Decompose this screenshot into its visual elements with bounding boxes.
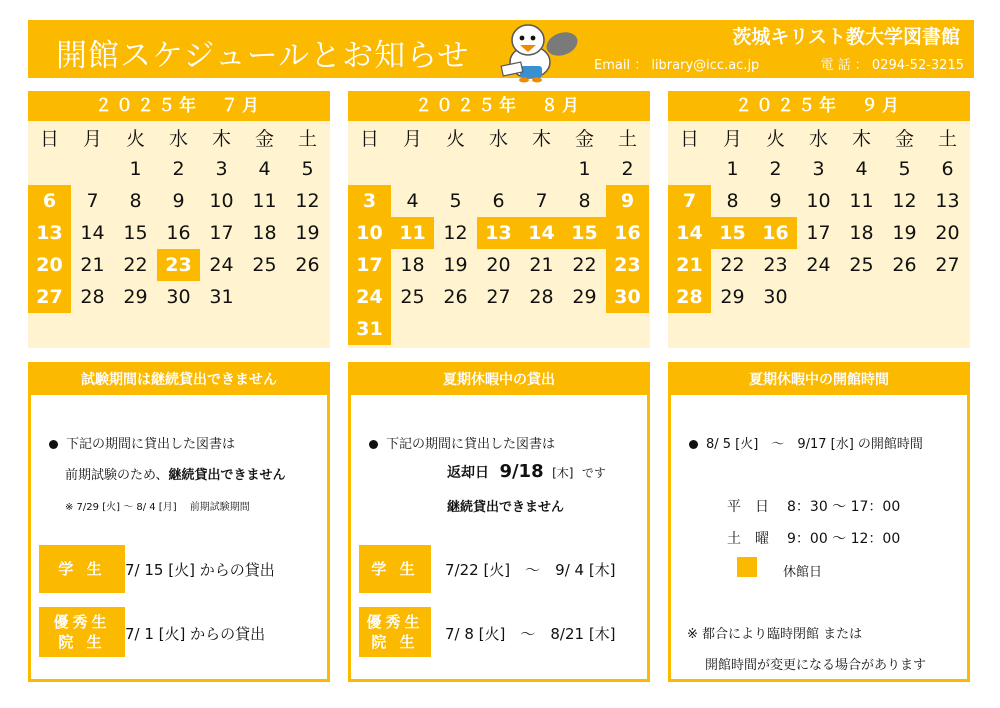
saturday-hours: 土 曜 9：00 ～ 12：00: [727, 531, 901, 547]
closed-day-cell: 15: [563, 217, 606, 249]
day-cell: 29: [123, 286, 148, 308]
day-cell: 31: [209, 286, 234, 308]
empty-cell: [391, 153, 434, 185]
weekday-header: 日: [359, 127, 379, 150]
empty-cell: [71, 153, 114, 185]
day-cell: 26: [295, 254, 320, 276]
day-cell: 22: [572, 254, 597, 276]
day-cell: 6: [941, 158, 954, 180]
day-cell: 25: [849, 254, 874, 276]
bullet-icon: [689, 440, 698, 449]
closed-day-cell: 23: [157, 249, 200, 281]
closed-day-cell: 17: [348, 249, 391, 281]
weekday-hours: 平 日 8：30 ～ 17：00: [727, 499, 901, 515]
day-cell: 25: [400, 286, 425, 308]
honor-loan-date: 7/ 1 [火] からの貸出: [125, 625, 266, 643]
calendar-title: ２０２５年 ７月: [28, 91, 330, 121]
student-loan-date: 7/ 15 [火] からの貸出: [125, 561, 275, 579]
closed-day-cell: 3: [348, 185, 391, 217]
closed-day-legend-swatch: [737, 557, 757, 577]
day-cell: 29: [572, 286, 597, 308]
day-cell: 18: [400, 254, 425, 276]
day-cell: 10: [209, 190, 234, 212]
weekday-header: 金: [254, 127, 274, 150]
empty-cell: [477, 153, 520, 185]
closed-day-cell: 28: [668, 281, 711, 313]
weekday-header: 月: [722, 127, 742, 150]
day-cell: 22: [123, 254, 148, 276]
day-cell: 22: [720, 254, 745, 276]
summer-line-3: 継続貸出できません: [447, 500, 565, 515]
weekday-header: 火: [765, 127, 785, 150]
day-cell: 7: [86, 190, 99, 212]
student-badge: 学 生: [39, 545, 125, 593]
empty-cell: [668, 153, 711, 185]
panel-exam-period: [28, 362, 330, 682]
day-cell: 15: [123, 222, 148, 244]
weekday-header: 土: [937, 127, 957, 150]
day-cell: 9: [172, 190, 185, 212]
calendar-july: [28, 91, 330, 348]
closed-day-cell: 13: [477, 217, 520, 249]
header-banner: [28, 20, 974, 78]
calendar-grid: [348, 121, 650, 345]
hours-note-2: 開館時間が変更になる場合があります: [705, 658, 927, 673]
closed-day-cell: 16: [606, 217, 649, 249]
day-cell: 21: [80, 254, 105, 276]
day-cell: 12: [443, 222, 468, 244]
day-cell: 5: [898, 158, 911, 180]
calendar-grid: [668, 121, 970, 313]
day-cell: 3: [215, 158, 228, 180]
student-loan-period: 7/22 [火] ～ 9/ 4 [木]: [445, 561, 616, 579]
weekday-header: 火: [125, 127, 145, 150]
day-cell: 24: [209, 254, 234, 276]
day-cell: 18: [849, 222, 874, 244]
weekday-header: 土: [297, 127, 317, 150]
bullet-icon: [49, 440, 58, 449]
weekday-header: 火: [445, 127, 465, 150]
day-cell: 24: [806, 254, 831, 276]
weekday-header: 金: [574, 127, 594, 150]
summer-line-1: 下記の期間に貸出した図書は: [369, 433, 555, 452]
day-cell: 6: [492, 190, 505, 212]
day-cell: 2: [621, 158, 634, 180]
library-name: 茨城キリスト教大学図書館: [732, 26, 960, 48]
exam-line-1: 下記の期間に貸出した図書は: [49, 433, 235, 452]
day-cell: 19: [295, 222, 320, 244]
honor-graduate-badge: 優秀生 院 生: [359, 607, 431, 657]
day-cell: 26: [443, 286, 468, 308]
closed-day-cell: 24: [348, 281, 391, 313]
closed-day-cell: 7: [668, 185, 711, 217]
weekday-header: 日: [39, 127, 59, 150]
day-cell: 8: [726, 190, 739, 212]
weekday-header: 木: [851, 127, 871, 150]
day-cell: 25: [252, 254, 277, 276]
return-date-line: 返却日 9/18 [木] です: [447, 461, 606, 482]
calendar-august: [348, 91, 650, 348]
day-cell: 17: [806, 222, 831, 244]
day-cell: 1: [129, 158, 142, 180]
panel-title: 夏期休暇中の貸出: [351, 365, 647, 395]
day-cell: 11: [849, 190, 874, 212]
hours-note-1: ※ 都合により臨時閉館 または: [687, 627, 863, 642]
closed-day-cell: 9: [606, 185, 649, 217]
day-cell: 12: [892, 190, 917, 212]
page-title: 開館スケジュールとお知らせ: [56, 38, 470, 74]
day-cell: 30: [763, 286, 788, 308]
closed-day-cell: 11: [391, 217, 434, 249]
weekday-header: 水: [168, 127, 188, 150]
closed-day-cell: 20: [28, 249, 71, 281]
closed-day-cell: 23: [606, 249, 649, 281]
day-cell: 5: [449, 190, 462, 212]
empty-cell: [28, 153, 71, 185]
day-cell: 13: [935, 190, 960, 212]
hours-period-line: 8/ 5 [火] ～ 9/17 [水] の開館時間: [689, 433, 923, 452]
day-cell: 2: [769, 158, 782, 180]
day-cell: 4: [258, 158, 271, 180]
empty-cell: [434, 153, 477, 185]
day-cell: 5: [301, 158, 314, 180]
day-cell: 30: [166, 286, 191, 308]
weekday-header: 水: [808, 127, 828, 150]
day-cell: 19: [892, 222, 917, 244]
panel-opening-hours: [668, 362, 970, 682]
day-cell: 28: [529, 286, 554, 308]
exam-line-2: 前期試験のため、継続貸出できません: [65, 468, 286, 483]
closed-day-cell: 30: [606, 281, 649, 313]
day-cell: 12: [295, 190, 320, 212]
honor-graduate-badge: 優秀生 院 生: [39, 607, 125, 657]
calendar-title: ２０２５年 ９月: [668, 91, 970, 121]
day-cell: 20: [486, 254, 511, 276]
calendar-grid: [28, 121, 330, 313]
student-badge: 学 生: [359, 545, 431, 593]
closed-day-legend-label: 休館日: [783, 565, 823, 580]
day-cell: 16: [166, 222, 191, 244]
weekday-header: 金: [894, 127, 914, 150]
closed-day-cell: 13: [28, 217, 71, 249]
day-cell: 26: [892, 254, 917, 276]
day-cell: 9: [769, 190, 782, 212]
return-date: 9/18: [499, 461, 544, 482]
closed-day-cell: 6: [28, 185, 71, 217]
closed-day-cell: 14: [668, 217, 711, 249]
closed-day-cell: 31: [348, 313, 391, 345]
calendar-title: ２０２５年 ８月: [348, 91, 650, 121]
calendar-september: [668, 91, 970, 348]
day-cell: 20: [935, 222, 960, 244]
closed-day-cell: 16: [754, 217, 797, 249]
day-cell: 19: [443, 254, 468, 276]
closed-day-cell: 27: [28, 281, 71, 313]
day-cell: 27: [486, 286, 511, 308]
closed-day-cell: 15: [711, 217, 754, 249]
honor-loan-period: 7/ 8 [火] ～ 8/21 [木]: [445, 625, 616, 643]
weekday-header: 日: [679, 127, 699, 150]
closed-day-cell: 10: [348, 217, 391, 249]
weekday-header: 月: [82, 127, 102, 150]
weekday-header: 土: [617, 127, 637, 150]
closed-day-cell: 14: [520, 217, 563, 249]
weekday-header: 水: [488, 127, 508, 150]
bullet-icon: [369, 440, 378, 449]
panel-summer-loan: [348, 362, 650, 682]
empty-cell: [520, 153, 563, 185]
day-cell: 7: [535, 190, 548, 212]
empty-cell: [348, 153, 391, 185]
day-cell: 10: [806, 190, 831, 212]
day-cell: 2: [172, 158, 185, 180]
weekday-header: 月: [402, 127, 422, 150]
telephone-number: 電 話 ： 0294-52-3215: [820, 58, 964, 73]
day-cell: 1: [726, 158, 739, 180]
day-cell: 21: [529, 254, 554, 276]
day-cell: 4: [855, 158, 868, 180]
weekday-header: 木: [531, 127, 551, 150]
day-cell: 8: [129, 190, 142, 212]
day-cell: 4: [406, 190, 419, 212]
day-cell: 23: [763, 254, 788, 276]
day-cell: 11: [252, 190, 277, 212]
panel-title: 試験期間は継続貸出できません: [31, 365, 327, 395]
day-cell: 3: [812, 158, 825, 180]
email-address: Email ： library@icc.ac.jp: [594, 58, 760, 73]
closed-day-cell: 21: [668, 249, 711, 281]
exam-period-note: ※ 7/29 [火] ～ 8/ 4 [月] 前期試験期間: [65, 502, 250, 513]
panel-title: 夏期休暇中の開館時間: [671, 365, 967, 395]
day-cell: 17: [209, 222, 234, 244]
bird-mascot-icon: [480, 20, 590, 84]
day-cell: 8: [578, 190, 591, 212]
day-cell: 27: [935, 254, 960, 276]
day-cell: 29: [720, 286, 745, 308]
day-cell: 1: [578, 158, 591, 180]
day-cell: 28: [80, 286, 105, 308]
day-cell: 18: [252, 222, 277, 244]
weekday-header: 木: [211, 127, 231, 150]
day-cell: 14: [80, 222, 105, 244]
